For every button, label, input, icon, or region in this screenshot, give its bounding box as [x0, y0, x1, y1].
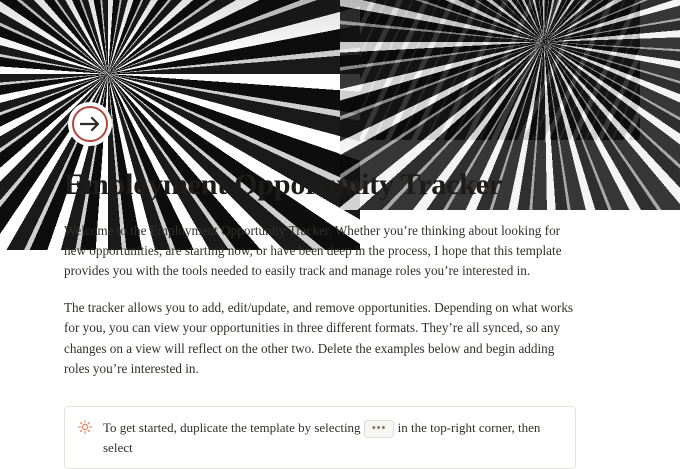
callout-text	[103, 418, 561, 458]
callout-block[interactable]	[64, 406, 576, 469]
sun-icon	[77, 419, 93, 435]
callout-text-before: To get started, duplicate the template by selecting	[103, 419, 361, 435]
more-options-chip[interactable]: •••	[364, 420, 395, 438]
document-content	[0, 140, 640, 469]
page-title: Employment Opportunity Tracker	[64, 168, 502, 201]
intro-paragraph-2: The tracker allows you to add, edit/update, and remove opportunities. Depending on what works for you, you can view your opportunities in three different formats. They’re all synced, so any changes on a view will reflect on the other two. Delete the examples below and begin adding roles you’re interested in.	[64, 299, 574, 377]
intro-paragraph-1: Welcome to the Employment Opportunity Tracker. Whether you’re thinking about looking for new opportunities, are starting now, or have been deep in the process, I hope that this template provides you with the tools needed to easily track and manage roles you’re interested in.	[64, 222, 562, 279]
callout-text-after: in the top-right corner, then select	[103, 419, 541, 455]
arrow-right-circle-icon[interactable]	[68, 102, 112, 146]
